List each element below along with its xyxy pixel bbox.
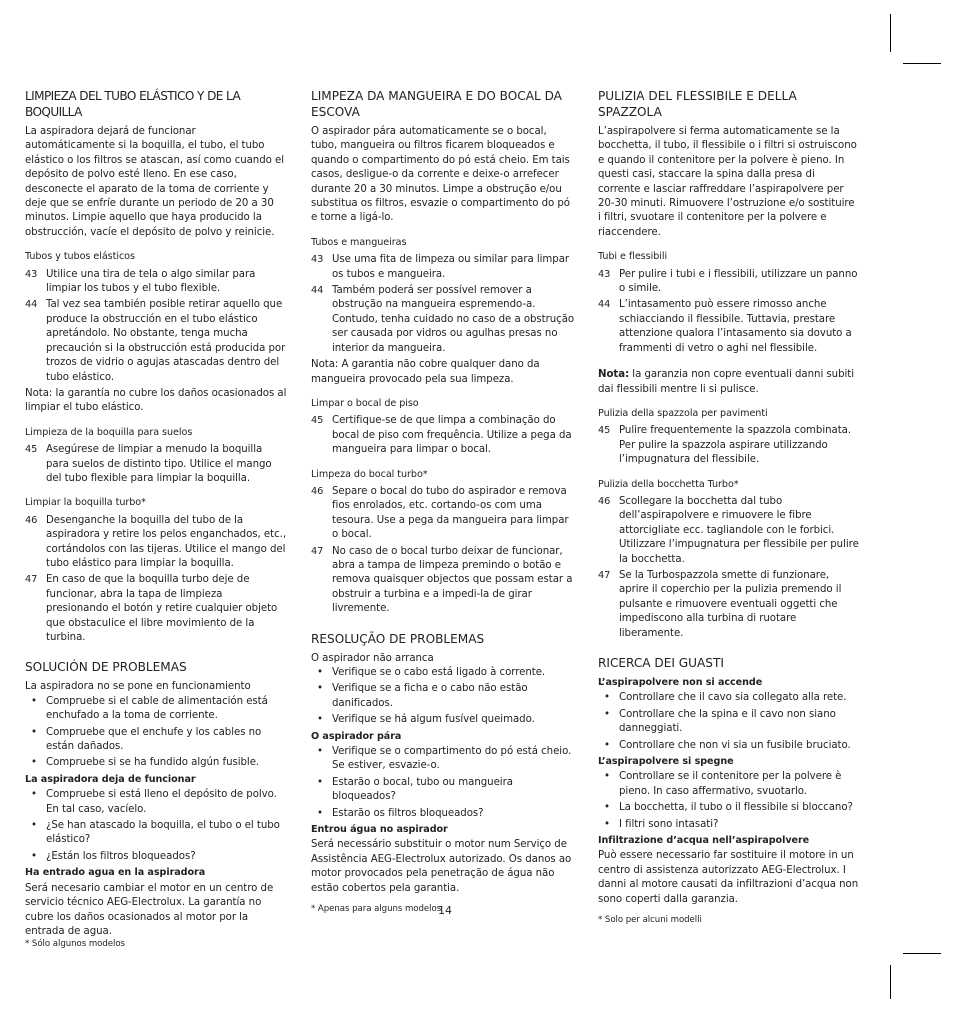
problem-title: O aspirador pára <box>311 730 402 742</box>
problem-title: La aspiradora deja de funcionar <box>25 773 196 785</box>
step-number: 44 <box>598 299 611 311</box>
bullet-icon: • <box>317 807 323 819</box>
step-item <box>598 569 860 641</box>
bullet-text: I filtri sono intasati? <box>619 818 719 830</box>
step-item <box>598 424 860 467</box>
bullet-item <box>598 691 860 705</box>
step-item <box>311 414 575 457</box>
column-italian <box>598 88 860 926</box>
bullet-item <box>25 850 287 864</box>
bullet-icon: • <box>317 746 323 758</box>
step-number: 45 <box>25 444 38 456</box>
step-item <box>25 514 287 572</box>
problem-title: Entrou água no aspirador <box>311 824 448 836</box>
subheading: Limpieza de la boquilla para suelos <box>25 426 193 438</box>
bullet-text: La bocchetta, il tubo o il flessibile si bloccano? <box>619 802 853 814</box>
step-number: 44 <box>25 299 38 311</box>
bullet-icon: • <box>604 708 610 720</box>
bullet-text: ¿Están los filtros bloqueados? <box>46 850 196 862</box>
bullet-item <box>598 708 860 737</box>
bullet-icon: • <box>317 683 323 695</box>
bullet-item <box>25 726 287 755</box>
bullet-icon: • <box>604 802 610 814</box>
bullet-text: Verifique se o cabo está ligado à corrente. <box>332 667 546 678</box>
bullet-text: Verifique se há algum fusível queimado. <box>332 714 535 726</box>
section-heading: RICERCA DEI GUASTI <box>598 656 724 670</box>
step-text: Se la Turbospazzola smette di funzionare, aprire il coperchio per la pulizia premendo il pulsante e rimuovere eventuali oggetti che impediscono alla turbina di ruotare liberamente. <box>619 569 842 639</box>
problem-text: Será necesario cambiar el motor en un centro de servicio técnico AEG-Electrolux. La garantía no cubre los daños ocasionados al motor por la entrada de agua. <box>25 882 274 937</box>
step-text: Use uma fita de limpeza ou similar para limpar os tubos e mangueira. <box>332 254 570 280</box>
bullet-icon: • <box>31 695 37 707</box>
step-text: Scollegare la bocchetta dal tubo dell’aspirapolvere e rimuovere le fibre attorcigliate ecc. tagliandole con le forbici. Utilizzare l’impugnatura per flessibile per pulire la bocchetta. <box>619 495 859 565</box>
bullet-icon: • <box>604 692 610 704</box>
bullet-item <box>311 807 575 821</box>
bullet-text: ¿Se han atascado la boquilla, el tubo o el tubo elástico? <box>46 820 280 846</box>
step-item <box>598 495 860 567</box>
footnote: * Solo per alcuni modelli <box>598 915 702 926</box>
bullet-text: Compruebe si el cable de alimentación está enchufado a la toma de corriente. <box>46 695 268 722</box>
section-heading: PULIZIA DEL FLESSIBILE E DELLA SPAZZOLA <box>598 89 797 119</box>
bullet-text: Controllare che il cavo sia collegato alla rete. <box>619 692 847 704</box>
bullet-item <box>311 713 575 727</box>
step-text: Também poderá ser possível remover a obstrução na mangueira espremendo-a. Contudo, tenha cuidado no caso de a obstrução ser causada por vidros ou agulhas presas no interior da mangueira. <box>332 285 575 354</box>
bullet-item <box>25 819 287 848</box>
bullet-icon: • <box>317 776 323 788</box>
note-body: la garanzia non copre eventuali danni subiti dai flessibili mentre li si pulisce. <box>598 369 854 395</box>
problem-title: O aspirador não arranca <box>311 652 434 664</box>
problem-title: L’aspirapolvere si spegne <box>598 756 734 768</box>
problem-text: Può essere necessario far sostituire il motore in un centro di assistenza autorizzato AEG-Electrolux. I danni al motore causati da infiltrazioni d’acqua non sono coperti dalla garanzia. <box>598 850 859 905</box>
step-item <box>598 298 860 356</box>
step-item <box>25 443 287 486</box>
step-number: 47 <box>25 574 38 586</box>
step-text: En caso de que la boquilla turbo deje de funcionar, abra la tapa de limpieza presionando el botón y retire cualquier objeto que obstaculice el libre movimiento de la turbina. <box>46 574 278 643</box>
bullet-text: Controllare se il contenitore per la polvere è pieno. In caso affermativo, svuotarlo. <box>619 771 842 797</box>
bullet-text: Verifique se o compartimento do pó está cheio. Se estiver, esvazie-o. <box>332 746 572 772</box>
bullet-icon: • <box>31 820 37 832</box>
step-text: No caso de o bocal turbo deixar de funcionar, abra a tampa de limpeza premindo o botão e remova quaisquer objectos que possam estar a obstruir a turbina e a impedi-la de girar livremente. <box>332 545 573 615</box>
problem-title: La aspiradora no se pone en funcionamiento <box>25 681 251 693</box>
page-number: 14 <box>438 904 452 917</box>
step-number: 43 <box>311 254 324 266</box>
step-item <box>25 298 287 384</box>
step-text: Desenganche la boquilla del tubo de la aspiradora y retire los pelos enganchados, etc., cortándolos con las tijeras. Utilice el mango del tubo elástico para limpiar la boquilla. <box>46 514 287 569</box>
step-text: L’intasamento può essere rimosso anche schiacciando il flessibile. Tuttavia, prestare attenzione qualora l’intasamento sia dovuto a frammenti di vetro o aghi nel flessibile. <box>619 299 852 354</box>
step-item <box>311 253 575 282</box>
bullet-text: Estarão o bocal, tubo ou mangueira bloqueados? <box>332 776 513 803</box>
subheading: Tubos e mangueiras <box>311 236 407 248</box>
bullet-item <box>25 756 287 770</box>
subheading: Limpiar la boquilla turbo* <box>25 497 146 509</box>
bullet-item <box>311 682 575 711</box>
subheading: Pulizia della bocchetta Turbo* <box>598 478 739 490</box>
bullet-icon: • <box>604 818 610 830</box>
step-item <box>25 268 287 297</box>
step-item <box>311 545 575 617</box>
step-item <box>311 485 575 543</box>
problem-title: Ha entrado agua en la aspiradora <box>25 867 206 879</box>
crop-mark-top-horizontal <box>903 63 941 64</box>
bullet-text: Controllare che la spina e il cavo non siano danneggiati. <box>619 708 836 735</box>
step-number: 46 <box>598 495 611 507</box>
column-spanish <box>25 88 287 950</box>
intro-text: L’aspirapolvere si ferma automaticamente se la bocchetta, il tubo, il flessibile o i filtri si ostruiscono e quando il contenitore per la polvere è pieno. In questi casi, staccare la spina dalla presa di corrente e lasciar raffreddare l’aspirapolvere per 20-30 minuti. Rimuovere l’ostruzione e/o sostituire i filtri, svuotare il contenitore per la polvere e riaccendere. <box>598 126 857 238</box>
bullet-item <box>598 818 860 832</box>
bullet-icon: • <box>31 850 37 862</box>
subheading: Limpar o bocal de piso <box>311 397 419 409</box>
bullet-icon: • <box>317 714 323 726</box>
bullet-icon: • <box>31 757 37 769</box>
footnote: * Apenas para alguns modelos <box>311 904 442 915</box>
problem-title: Infiltrazione d’acqua nell’aspirapolvere <box>598 835 810 847</box>
column-portuguese <box>311 88 575 915</box>
step-number: 45 <box>311 415 324 427</box>
crop-mark-bottom-vertical <box>890 965 891 999</box>
footnote: * Sólo algunos modelos <box>25 939 125 950</box>
bullet-item <box>25 788 287 817</box>
step-number: 47 <box>311 545 324 557</box>
bullet-icon: • <box>317 667 323 678</box>
bullet-text: Compruebe si se ha fundido algún fusible. <box>46 757 260 769</box>
crop-mark-top-vertical <box>890 14 891 52</box>
step-number: 47 <box>598 569 611 581</box>
crop-mark-bottom-horizontal <box>903 953 941 954</box>
bullet-text: Compruebe si está lleno el depósito de polvo. En tal caso, vacíelo. <box>46 789 277 815</box>
subheading: Pulizia della spazzola per pavimenti <box>598 407 768 419</box>
step-item <box>311 284 575 356</box>
bullet-text: Estarão os filtros bloqueados? <box>332 807 484 819</box>
bullet-item <box>311 776 575 805</box>
bullet-text: Compruebe que el enchufe y los cables no están dañados. <box>46 726 262 753</box>
step-text: Separe o bocal do tubo do aspirador e remova fios enrolados, etc. cortando-os com uma tesoura. Use a pega da mangueira para limpar o bocal. <box>332 485 569 541</box>
step-number: 46 <box>311 485 324 497</box>
bullet-text: Verifique se a ficha e o cabo não estão danificados. <box>332 683 528 709</box>
note-label: Nota: <box>598 369 630 381</box>
step-number: 43 <box>598 268 611 280</box>
bullet-item <box>598 801 860 815</box>
note-text: Nota: A garantia não cobre qualquer dano da mangueira provocado pela sua limpeza. <box>311 359 540 385</box>
note-text: Nota: la garantía no cubre los daños ocasionados al limpiar el tubo elástico. <box>25 387 287 414</box>
step-number: 46 <box>25 514 38 526</box>
bullet-icon: • <box>604 739 610 751</box>
problem-title: L’aspirapolvere non si accende <box>598 677 763 688</box>
intro-text: La aspiradora dejará de funcionar automáticamente si la boquilla, el tubo, el tubo elástico o los filtros se atascan, así como cuando el depósito de polvo esté lleno. En ese caso, desconecte el aparato de la toma de corriente y deje que se enfríe durante un periodo de 20 a 30 minutos. Limpie aquello que haya producido la obstrucción, vacíe el depósito de polvo y reinicie. <box>25 126 284 238</box>
section-heading: SOLUCIÓN DE PROBLEMAS <box>25 660 187 675</box>
step-text: Pulire frequentemente la spazzola combinata. Per pulire la spazzola aspirare utilizzando l’impugnatura del flessibile. <box>619 425 852 466</box>
step-text: Utilice una tira de tela o algo similar para limpiar los tubos y el tubo flexible. <box>46 268 256 295</box>
step-text: Per pulire i tubi e i flessibili, utilizzare un panno o simile. <box>619 268 858 295</box>
step-text: Certifique-se de que limpa a combinação do bocal de piso com frequência. Utilize a pega da mangueira para limpar o bocal. <box>332 415 572 456</box>
note-text <box>598 368 860 397</box>
subheading: Tubos y tubos elásticos <box>25 251 135 263</box>
bullet-icon: • <box>604 771 610 783</box>
subheading: Tubi e flessibili <box>598 251 668 263</box>
step-number: 43 <box>25 268 38 280</box>
step-text: Tal vez sea también posible retirar aquello que produce la obstrucción en el tubo elástico apretándolo. No obstante, tenga mucha precaución si la obstrucción está producida por trozos de vidrio o agujas atascadas dentro del tubo elástico. <box>46 299 286 383</box>
bullet-icon: • <box>31 726 37 738</box>
step-text: Asegúrese de limpiar a menudo la boquilla para suelos de distinto tipo. Utilice el mango del tubo flexible para limpiar la boquilla. <box>46 444 272 484</box>
subheading: Limpeza do bocal turbo* <box>311 468 428 480</box>
bullet-item <box>311 666 575 680</box>
bullet-text: Controllare che non vi sia un fusibile bruciato. <box>619 739 851 751</box>
bullet-icon: • <box>31 789 37 801</box>
intro-text: O aspirador pára automaticamente se o bocal, tubo, mangueira ou filtros ficarem bloqueados e quando o compartimento do pó está cheio. Em tais casos, desligue-o da corrente e deixe-o arrefecer durante 20 a 30 minutos. Limpe a obstrução e/ou substitua os filtros, esvazie o compartimento do pó e torne a ligá-lo. <box>311 126 570 224</box>
bullet-item <box>311 745 575 774</box>
problem-text: Será necessário substituir o motor num Serviço de Assistência AEG-Electrolux autorizado. Os danos ao motor provocados pela penetração de água não estão cobertos pela garantia. <box>311 839 572 894</box>
section-heading: LIMPIEZA DEL TUBO ELÁSTICO Y DE LA BOQUILLA <box>25 89 241 119</box>
bullet-item <box>25 695 287 724</box>
step-item <box>598 268 860 297</box>
section-heading: RESOLUÇÃO DE PROBLEMAS <box>311 631 485 646</box>
section-heading: LIMPEZA DA MANGUEIRA E DO BOCAL DA ESCOVA <box>311 89 562 119</box>
step-item <box>25 573 287 645</box>
bullet-item <box>598 770 860 799</box>
bullet-item <box>598 739 860 753</box>
step-number: 45 <box>598 425 611 437</box>
step-number: 44 <box>311 285 324 297</box>
